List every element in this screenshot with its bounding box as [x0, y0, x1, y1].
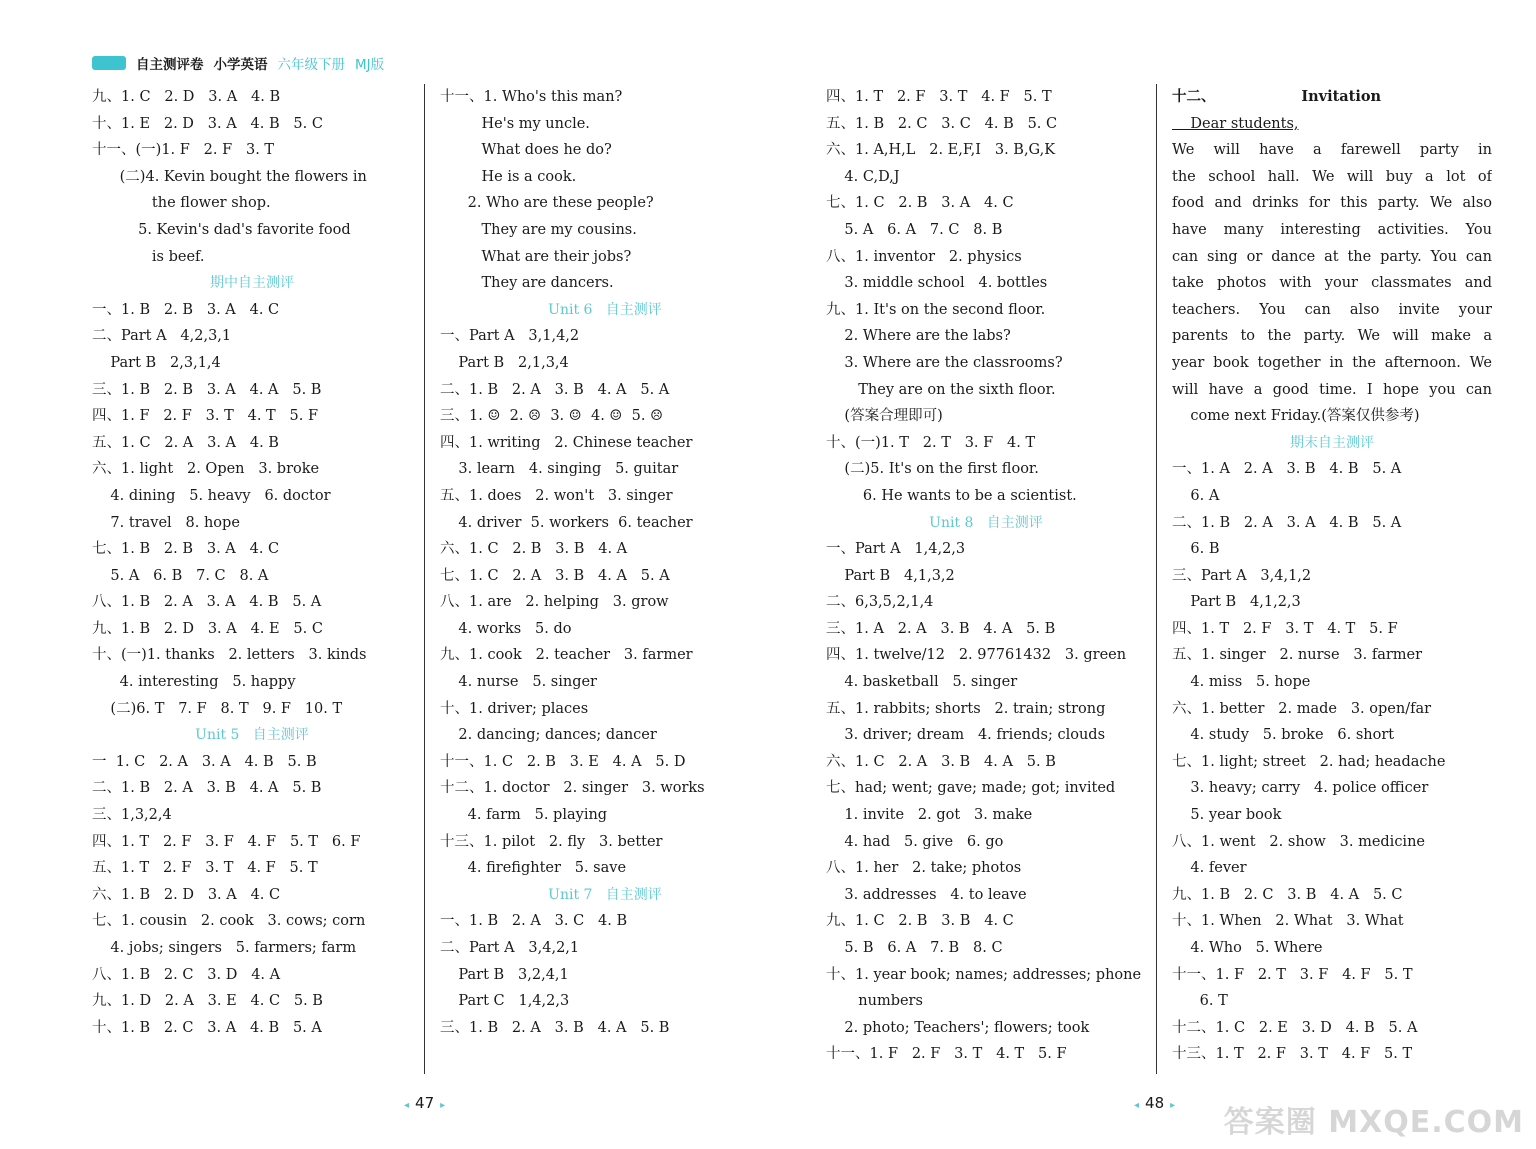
answer-line: 一、1. B 2. B 3. A 4. C: [92, 301, 280, 318]
answer-column-4: [1172, 84, 1492, 1068]
answer-line: 六、1. B 2. D 3. A 4. C: [92, 886, 281, 903]
answer-line: year book together in the afternoon. We: [1172, 354, 1492, 371]
answer-line: 4. works 5. do: [440, 620, 572, 637]
answer-line: 九、1. B 2. C 3. B 4. A 5. C: [1172, 886, 1403, 903]
answer-line: 4. study 5. broke 6. short: [1172, 727, 1395, 744]
answer-line: 3. learn 4. singing 5. guitar: [440, 461, 679, 478]
answer-line: 4. fever: [1172, 860, 1247, 877]
answer-line: 7. travel 8. hope: [92, 514, 240, 531]
answer-line: What does he do?: [440, 142, 612, 159]
answer-line: 八、1. B 2. A 3. A 4. B 5. A: [92, 594, 322, 611]
answer-line: Part B 4,1,3,2: [826, 567, 955, 584]
answer-column-2: [440, 84, 770, 1041]
answer-line: Dear students,: [1172, 115, 1299, 132]
answer-line: 五、1. singer 2. nurse 3. farmer: [1172, 647, 1423, 664]
answer-line: is beef.: [92, 248, 205, 265]
answer-line: 八、1. are 2. helping 3. grow: [440, 594, 669, 611]
answer-line: Part B 3,2,4,1: [440, 966, 569, 983]
section-heading: 期末自主测评: [1290, 434, 1374, 451]
answer-line: 八、1. her 2. take; photos: [826, 860, 1022, 877]
answer-line: 二、1. B 2. A 3. B 4. A 5. B: [92, 780, 322, 797]
answer-line: 5. B 6. A 7. B 8. C: [826, 940, 1003, 956]
answer-line: 三、1. B 2. A 3. B 4. A 5. B: [440, 1019, 670, 1036]
answer-line: 二、1. B 2. A 3. B 4. A 5. A: [440, 381, 670, 398]
answer-line: 九、1. C 2. B 3. B 4. C: [826, 913, 1014, 930]
answer-line: Part B 2,3,1,4: [92, 354, 221, 371]
answer-line: 6. T: [1172, 993, 1228, 1010]
answer-line: Part C 1,4,2,3: [440, 993, 570, 1010]
page-number-right: ◂ 48 ▸: [1134, 1094, 1176, 1112]
answer-line: 五、1. C 2. A 3. A 4. B: [92, 434, 279, 451]
answer-line: 5. A 6. A 7. C 8. B: [826, 221, 1003, 238]
answer-line: 七、1. cousin 2. cook 3. cows; corn: [92, 913, 366, 930]
answer-line: 4. C,D,J: [826, 168, 900, 185]
answer-line: 六、1. C 2. B 3. B 4. A: [440, 541, 628, 558]
answer-line: 七、1. B 2. B 3. A 4. C: [92, 541, 280, 558]
answer-line: 4. had 5. give 6. go: [826, 833, 1004, 850]
answer-line: 三、1,3,2,4: [92, 807, 172, 824]
answer-line: 四、1. T 2. F 3. F 4. F 5. T 6. F: [92, 833, 361, 850]
answer-line: 十一、1. F 2. T 3. F 4. F 5. T: [1172, 966, 1413, 983]
answer-line: 九、1. cook 2. teacher 3. farmer: [440, 647, 693, 664]
answer-line: 2. Where are the labs?: [826, 328, 1011, 345]
answer-line: 一、1. B 2. A 3. C 4. B: [440, 913, 628, 930]
answer-line: Part B 4,1,2,3: [1172, 594, 1301, 611]
answer-line: 四、1. T 2. F 3. T 4. T 5. F: [1172, 620, 1398, 637]
answer-line: 十、1. B 2. C 3. A 4. B 5. A: [92, 1019, 322, 1036]
answer-line: 六、1. C 2. A 3. B 4. A 5. B: [826, 753, 1056, 770]
answer-line: 九、1. C 2. D 3. A 4. B: [92, 89, 281, 105]
answer-line: 六、1. better 2. made 3. open/far: [1172, 700, 1432, 717]
answer-line: They are my cousins.: [440, 221, 637, 238]
answer-line: (二)6. T 7. F 8. T 9. F 10. T: [92, 700, 343, 717]
answer-line: 5. year book: [1172, 807, 1282, 824]
answer-line: 4. miss 5. hope: [1172, 674, 1311, 691]
answer-line: 一、Part A 1,4,2,3: [826, 541, 966, 558]
answer-line: (二)5. It's on the first floor.: [826, 461, 1039, 478]
page-header: [92, 52, 384, 74]
brand-logo: [92, 56, 126, 70]
answer-line: food and drinks for this party. We also: [1172, 195, 1492, 212]
book-title: 自主测评卷: [136, 57, 204, 73]
answer-line: 一、1. A 2. A 3. B 4. B 5. A: [1172, 461, 1402, 478]
answer-line: 九、1. It's on the second floor.: [826, 301, 1046, 318]
answer-line: 6. He wants to be a scientist.: [826, 487, 1077, 504]
answer-line: (答案合理即可): [826, 408, 943, 425]
answer-line: 六、1. A,H,L 2. E,F,I 3. B,G,K: [826, 142, 1056, 159]
answer-line: (二)4. Kevin bought the flowers in: [92, 168, 367, 185]
answer-line: 十三、1. T 2. F 3. T 4. F 5. T: [1172, 1046, 1413, 1063]
answer-line: 一、Part A 3,1,4,2: [440, 328, 580, 345]
answer-line: 四、1. T 2. F 3. T 4. F 5. T: [826, 89, 1052, 105]
answer-line: 4. dining 5. heavy 6. doctor: [92, 487, 331, 504]
answer-line: They are on the sixth floor.: [826, 381, 1056, 398]
answer-line: He is a cook.: [440, 168, 577, 185]
answer-line: will have a good time. I hope you can: [1172, 381, 1492, 398]
grade-label: 六年级下册: [277, 57, 345, 73]
answer-line: They are dancers.: [440, 275, 614, 292]
answer-line: teachers. You can also invite your: [1172, 301, 1492, 318]
answer-line: 五、1. rabbits; shorts 2. train; strong: [826, 700, 1106, 717]
answer-line: What are their jobs?: [440, 248, 632, 265]
answer-line: We will have a farewell party in: [1172, 142, 1492, 159]
answer-line: 四、1. twelve/12 2. 97761432 3. green: [826, 647, 1127, 664]
column-divider: [1156, 84, 1157, 1074]
answer-line: 一 1. C 2. A 3. A 4. B 5. B: [92, 753, 317, 770]
answer-line: 二、6,3,5,2,1,4: [826, 594, 934, 611]
answer-line: 七、1. C 2. A 3. B 4. A 5. A: [440, 567, 670, 584]
answer-line: 八、1. inventor 2. physics: [826, 248, 1022, 265]
answer-line: 五、1. B 2. C 3. C 4. B 5. C: [826, 115, 1058, 132]
answer-line: come next Friday.(答案仅供参考): [1172, 408, 1420, 425]
answer-line: 十一、(一)1. F 2. F 3. T: [92, 142, 275, 159]
answer-line: 八、1. went 2. show 3. medicine: [1172, 833, 1425, 850]
answer-line: 3. Where are the classrooms?: [826, 354, 1063, 371]
answer-line: Part B 2,1,3,4: [440, 354, 569, 371]
answer-line: 二、Part A 4,2,3,1: [92, 328, 232, 345]
answer-line: 十、1. driver; places: [440, 700, 589, 717]
watermark: 答案圈 MXQE.COM: [1223, 1105, 1524, 1140]
answer-line: have many interesting activities. You: [1172, 221, 1492, 238]
answer-line: 十、1. E 2. D 3. A 4. B 5. C: [92, 115, 323, 132]
section-heading: Unit 8 自主测评: [929, 514, 1043, 531]
answer-line: 九、1. B 2. D 3. A 4. E 5. C: [92, 620, 323, 637]
answer-line: 六、1. light 2. Open 3. broke: [92, 461, 320, 478]
answer-line: 2. dancing; dances; dancer: [440, 727, 657, 744]
section-heading: Unit 6 自主测评: [548, 301, 662, 318]
answer-line: 十、1. year book; names; addresses; phone: [826, 966, 1142, 983]
answer-line: 五、1. T 2. F 3. T 4. F 5. T: [92, 860, 318, 877]
answer-line: 4. driver 5. workers 6. teacher: [440, 514, 693, 531]
answer-line: 十二、1. doctor 2. singer 3. works: [440, 780, 705, 797]
answer-line: 6. A: [1172, 487, 1220, 504]
answer-line: 4. interesting 5. happy: [92, 674, 296, 691]
answer-column-1: [92, 84, 412, 1041]
answer-line: 三、1. B 2. B 3. A 4. A 5. B: [92, 381, 322, 398]
answer-line: 五、1. does 2. won't 3. singer: [440, 487, 673, 504]
answer-line: 七、had; went; gave; made; got; invited: [826, 780, 1116, 797]
answer-line: 4. basketball 5. singer: [826, 674, 1018, 691]
answer-line: 三、Part A 3,4,1,2: [1172, 567, 1312, 584]
answer-line: 四、1. F 2. F 3. T 4. T 5. F: [92, 408, 319, 425]
column-divider: [424, 84, 425, 1074]
answer-line: 十、(一)1. T 2. T 3. F 4. T: [826, 434, 1036, 451]
answer-line: 5. Kevin's dad's favorite food: [92, 221, 351, 238]
answer-line: 二、1. B 2. A 3. A 4. B 5. A: [1172, 514, 1402, 531]
edition-label: MJ版: [355, 57, 385, 73]
answer-line: 1. invite 2. got 3. make: [826, 807, 1033, 824]
answer-line: can sing or dance at the party. You can: [1172, 248, 1492, 265]
section-heading: Unit 5 自主测评: [195, 727, 309, 744]
answer-line: 2. Who are these people?: [440, 195, 654, 212]
answer-line: 七、1. light; street 2. had; headache: [1172, 753, 1446, 770]
answer-line: 七、1. C 2. B 3. A 4. C: [826, 195, 1014, 212]
answer-line: take photos with your classmates and: [1172, 275, 1492, 292]
page-number-left: ◂ 47 ▸: [404, 1094, 446, 1112]
answer-line: He's my uncle.: [440, 115, 590, 132]
answer-line: 3. addresses 4. to leave: [826, 886, 1027, 903]
answer-line: 三、1. A 2. A 3. B 4. A 5. B: [826, 620, 1056, 637]
section-heading: 期中自主测评: [210, 275, 294, 292]
answer-column-3: [826, 84, 1146, 1068]
answer-line: 十二、1. C 2. E 3. D 4. B 5. A: [1172, 1019, 1418, 1036]
answer-line: 4. jobs; singers 5. farmers; farm: [92, 940, 357, 956]
answer-line: 3. middle school 4. bottles: [826, 275, 1048, 292]
answer-line: 八、1. B 2. C 3. D 4. A: [92, 966, 281, 983]
answer-line: 5. A 6. B 7. C 8. A: [92, 567, 269, 584]
answer-line: 十一、1. F 2. F 3. T 4. T 5. F: [826, 1046, 1067, 1063]
answer-line: 4. firefighter 5. save: [440, 860, 627, 877]
answer-line: 4. nurse 5. singer: [440, 674, 597, 691]
answer-line: 3. heavy; carry 4. police officer: [1172, 780, 1429, 797]
answer-line: 三、1. ☺ 2. ☹ 3. ☺ 4. ☺ 5. ☹: [440, 408, 664, 425]
answer-line: 3. driver; dream 4. friends; clouds: [826, 727, 1106, 744]
answer-line: parents to the party. We will make a: [1172, 328, 1492, 345]
answer-line: 四、1. writing 2. Chinese teacher: [440, 434, 693, 451]
answer-line: 4. farm 5. playing: [440, 807, 608, 824]
section-heading: Unit 7 自主测评: [548, 886, 662, 903]
answer-line: 十一、1. Who's this man?: [440, 89, 623, 105]
answer-line: 九、1. D 2. A 3. E 4. C 5. B: [92, 993, 323, 1010]
answer-line: 十、1. When 2. What 3. What: [1172, 913, 1404, 930]
answer-line: the school hall. We will buy a lot of: [1172, 168, 1492, 185]
answer-line: 十一、1. C 2. B 3. E 4. A 5. D: [440, 753, 686, 770]
answer-line: the flower shop.: [92, 195, 271, 212]
answer-line: 二、Part A 3,4,2,1: [440, 940, 580, 956]
answer-line: 2. photo; Teachers'; flowers; took: [826, 1019, 1090, 1036]
answer-line: 十三、1. pilot 2. fly 3. better: [440, 833, 663, 850]
answer-line: 6. B: [1172, 541, 1220, 558]
answer-line: 4. Who 5. Where: [1172, 940, 1323, 956]
subject-label: 小学英语: [213, 57, 268, 73]
answer-line: 十二、 Invitation: [1172, 88, 1382, 105]
answer-line: numbers: [826, 993, 923, 1010]
answer-line: 十、(一)1. thanks 2. letters 3. kinds: [92, 647, 367, 664]
